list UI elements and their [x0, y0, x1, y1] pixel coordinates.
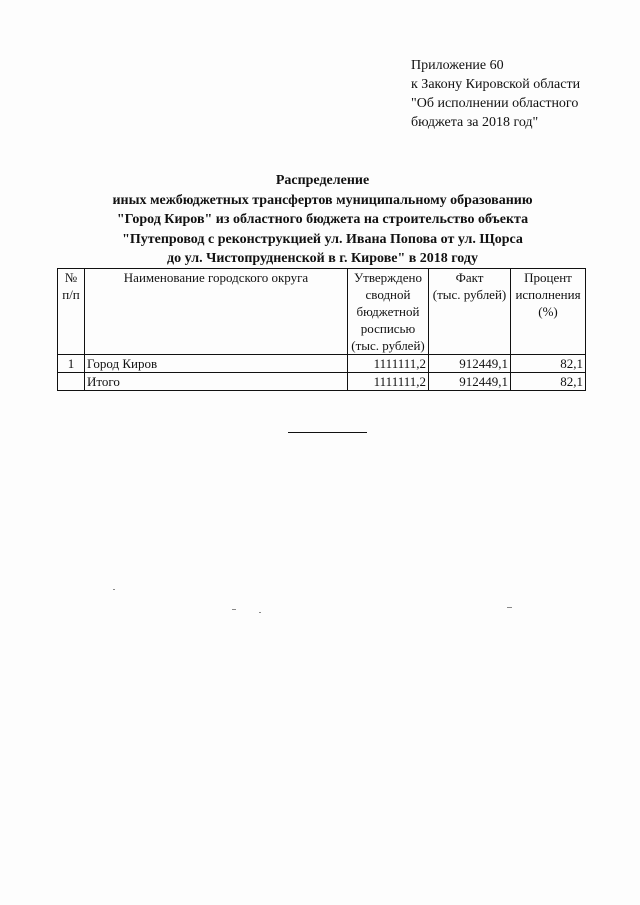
closing-rule [288, 432, 367, 433]
header-num-line: п/п [62, 287, 80, 302]
appendix-line: Приложение 60 [411, 58, 504, 73]
header-approved-line: сводной [365, 287, 411, 302]
header-num [58, 269, 85, 355]
title-line: до ул. Чистопрудненской в г. Кирове" в 2018 году [166, 251, 478, 266]
row-percent: 82,1 [511, 373, 586, 391]
header-approved-line: Утверждено [353, 270, 423, 285]
header-approved-line: бюджетной [356, 304, 420, 319]
title-line: "Город Киров" из областного бюджета на строительство объекта [116, 212, 529, 227]
header-fact-line: Факт [455, 270, 484, 285]
header-percent-line: Процент [524, 270, 572, 285]
table-row-total [58, 373, 586, 391]
row-fact: 912449,1 [429, 373, 511, 391]
header-percent-line: (%) [538, 304, 558, 319]
row-percent: 82,1 [511, 355, 586, 373]
row-approved: 1111111,2 [348, 355, 429, 373]
title-line: Распределение [275, 173, 370, 188]
appendix-line: бюджета за 2018 год" [411, 115, 539, 130]
header-fact [429, 269, 511, 355]
header-percent [511, 269, 586, 355]
scan-speck [113, 589, 115, 590]
header-approved-line: росписью [360, 321, 416, 336]
header-approved-line: (тыс. рублей) [351, 338, 425, 353]
scan-speck [232, 609, 236, 610]
row-name: Город Киров [85, 355, 348, 373]
scan-speck [259, 612, 261, 613]
scan-speck [507, 607, 512, 608]
header-name: Наименование городского округа [85, 269, 348, 355]
header-percent-line: исполнения [515, 287, 581, 302]
appendix-note [411, 56, 580, 132]
appendix-line: "Об исполнении областного [411, 96, 579, 111]
title-line: иных межбюджетных трансфертов муниципальному образованию [112, 192, 533, 208]
budget-table [57, 268, 586, 391]
document-title [40, 171, 605, 269]
header-approved [348, 269, 429, 355]
title-line: "Путепровод с реконструкцией ул. Ивана Попова от ул. Щорса [122, 231, 523, 247]
row-approved: 1111111,2 [348, 373, 429, 391]
row-num: 1 [58, 355, 85, 373]
appendix-line: к Закону Кировской области [411, 77, 581, 92]
row-num [58, 373, 85, 391]
header-num-line: № [64, 270, 78, 285]
row-fact: 912449,1 [429, 355, 511, 373]
table-row [58, 355, 586, 373]
table-header-row [58, 269, 586, 355]
row-name: Итого [85, 373, 348, 391]
header-fact-line: (тыс. рублей) [432, 287, 507, 302]
